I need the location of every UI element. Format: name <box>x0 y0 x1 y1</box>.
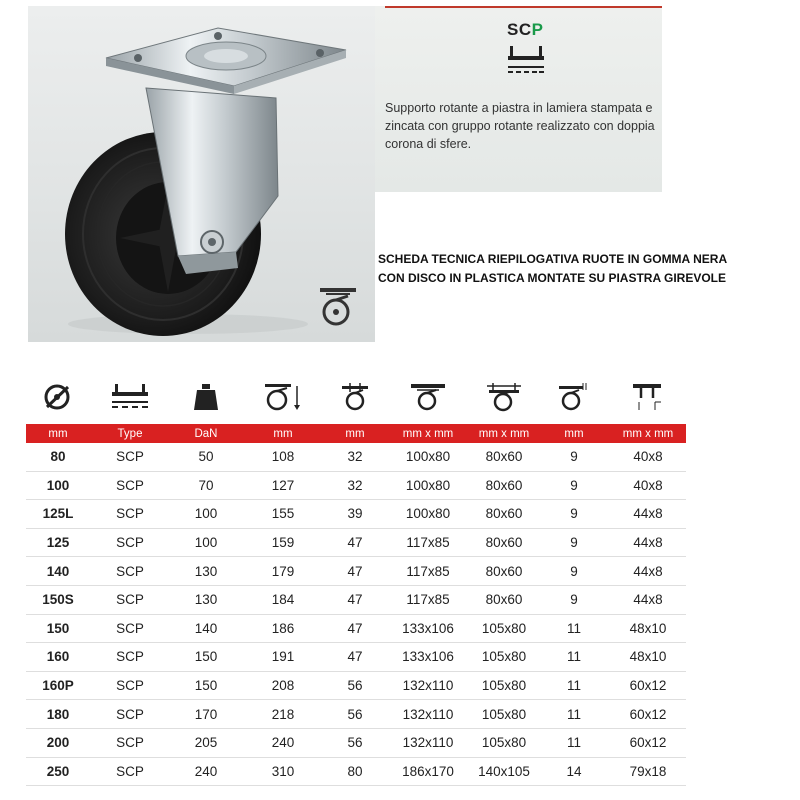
table-cell: SCP <box>90 757 170 786</box>
table-cell: 56 <box>324 700 386 729</box>
table-cell: 9 <box>538 528 610 557</box>
table-cell: 100x80 <box>386 443 470 471</box>
table-row <box>26 757 686 786</box>
table-cell: 9 <box>538 500 610 529</box>
table-cell: 14 <box>538 757 610 786</box>
offset-icon <box>610 374 686 424</box>
table-cell: 310 <box>242 757 324 786</box>
table-cell: 200 <box>26 728 90 757</box>
table-cell: 47 <box>324 557 386 586</box>
table-cell: 159 <box>242 528 324 557</box>
summary-title <box>378 250 798 288</box>
table-cell: 60x12 <box>610 671 686 700</box>
hole-spacing-icon <box>470 374 538 424</box>
table-cell: 105x80 <box>470 700 538 729</box>
table-cell: 100x80 <box>386 500 470 529</box>
table-cell: 80x60 <box>470 500 538 529</box>
table-row <box>26 728 686 757</box>
table-cell: 150 <box>26 614 90 643</box>
table-cell: 44x8 <box>610 528 686 557</box>
table-cell: 130 <box>170 557 242 586</box>
table-cell: 180 <box>26 700 90 729</box>
table-cell: 11 <box>538 700 610 729</box>
table-cell: 117x85 <box>386 585 470 614</box>
table-cell: 179 <box>242 557 324 586</box>
table-cell: 100 <box>170 500 242 529</box>
table-cell: 105x80 <box>470 728 538 757</box>
unit-header-cell: mm <box>242 424 324 443</box>
table-cell: 140 <box>26 557 90 586</box>
table-row <box>26 443 686 471</box>
table-cell: 133x106 <box>386 614 470 643</box>
table-row <box>26 585 686 614</box>
table-cell: 117x85 <box>386 557 470 586</box>
table-cell: SCP <box>90 728 170 757</box>
table-cell: 240 <box>170 757 242 786</box>
table-row <box>26 557 686 586</box>
table-cell: 133x106 <box>386 643 470 672</box>
table-cell: 140x105 <box>470 757 538 786</box>
product-code: SCP <box>507 20 544 39</box>
table-cell: 44x8 <box>610 585 686 614</box>
weight-load-icon <box>170 374 242 424</box>
table-cell: 205 <box>170 728 242 757</box>
table-cell: 80 <box>324 757 386 786</box>
card-top-line <box>385 6 662 8</box>
table-cell: 80x60 <box>470 471 538 500</box>
table-cell: 150 <box>170 671 242 700</box>
unit-header-cell: mm <box>26 424 90 443</box>
table-cell: 80x60 <box>470 528 538 557</box>
table-cell: SCP <box>90 671 170 700</box>
table-cell: 9 <box>538 557 610 586</box>
table-cell: SCP <box>90 585 170 614</box>
table-cell: 186x170 <box>386 757 470 786</box>
table-cell: 170 <box>170 700 242 729</box>
table-cell: 132x110 <box>386 671 470 700</box>
table-cell: 160P <box>26 671 90 700</box>
summary-line-1: SCHEDA TECNICA RIEPILOGATIVA RUOTE IN GOMMA NERA <box>378 252 728 266</box>
info-card <box>375 6 662 192</box>
summary-line-2: CON DISCO IN PLASTICA MONTATE SU PIASTRA GIREVOLE <box>378 271 727 285</box>
table-cell: 9 <box>538 471 610 500</box>
table-cell: 127 <box>242 471 324 500</box>
table-cell: 80x60 <box>470 443 538 471</box>
table-cell: SCP <box>90 614 170 643</box>
table-cell: 132x110 <box>386 728 470 757</box>
table-cell: 60x12 <box>610 700 686 729</box>
table-cell: 47 <box>324 614 386 643</box>
table-cell: 39 <box>324 500 386 529</box>
table-cell: 125L <box>26 500 90 529</box>
table-cell: 105x80 <box>470 643 538 672</box>
table-cell: 56 <box>324 728 386 757</box>
table-cell: 48x10 <box>610 643 686 672</box>
overall-height-icon <box>242 374 324 424</box>
table-cell: 140 <box>170 614 242 643</box>
table-cell: 186 <box>242 614 324 643</box>
table-cell: 32 <box>324 443 386 471</box>
swivel-plate-icon <box>318 286 358 328</box>
wheel-width-icon <box>324 374 386 424</box>
type-mount-icon <box>90 374 170 424</box>
table-row <box>26 471 686 500</box>
table-cell: SCP <box>90 443 170 471</box>
unit-header-cell: mm <box>538 424 610 443</box>
table-cell: 250 <box>26 757 90 786</box>
table-cell: 40x8 <box>610 471 686 500</box>
table-cell: 47 <box>324 528 386 557</box>
table-cell: 160 <box>26 643 90 672</box>
plate-mount-icon <box>506 44 546 78</box>
table-row <box>26 614 686 643</box>
unit-header-cell: mm <box>324 424 386 443</box>
plate-size-icon <box>386 374 470 424</box>
table-cell: 11 <box>538 671 610 700</box>
table-cell: 47 <box>324 585 386 614</box>
table-cell: 132x110 <box>386 700 470 729</box>
table-cell: 11 <box>538 614 610 643</box>
unit-header-cell: DaN <box>170 424 242 443</box>
table-cell: 9 <box>538 443 610 471</box>
product-description: Supporto rotante a piastra in lamiera stampata e zincata con gruppo rotante realizzato con doppia corona di sfere. <box>385 101 655 151</box>
table-cell: 44x8 <box>610 557 686 586</box>
table-cell: 105x80 <box>470 614 538 643</box>
table-cell: 108 <box>242 443 324 471</box>
table-cell: 32 <box>324 471 386 500</box>
table-cell: 44x8 <box>610 500 686 529</box>
table-cell: 191 <box>242 643 324 672</box>
table-cell: SCP <box>90 471 170 500</box>
table-row <box>26 700 686 729</box>
table-cell: 100 <box>26 471 90 500</box>
table-cell: 48x10 <box>610 614 686 643</box>
table-cell: SCP <box>90 700 170 729</box>
table-cell: 47 <box>324 643 386 672</box>
unit-header-cell: Type <box>90 424 170 443</box>
unit-header-cell: mm x mm <box>470 424 538 443</box>
table-row <box>26 671 686 700</box>
diameter-icon <box>26 374 90 424</box>
table-cell: 60x12 <box>610 728 686 757</box>
table-cell: SCP <box>90 557 170 586</box>
table-cell: 105x80 <box>470 671 538 700</box>
table-cell: 155 <box>242 500 324 529</box>
units-header-row <box>26 424 686 443</box>
table-cell: SCP <box>90 643 170 672</box>
unit-header-cell: mm x mm <box>610 424 686 443</box>
table-cell: 208 <box>242 671 324 700</box>
table-cell: 125 <box>26 528 90 557</box>
unit-header-cell: mm x mm <box>386 424 470 443</box>
table-cell: 184 <box>242 585 324 614</box>
table-cell: 80 <box>26 443 90 471</box>
table-cell: 79x18 <box>610 757 686 786</box>
table-cell: 100x80 <box>386 471 470 500</box>
table-cell: 130 <box>170 585 242 614</box>
table-cell: 80x60 <box>470 585 538 614</box>
spec-table-body <box>26 443 686 786</box>
table-row <box>26 643 686 672</box>
table-row <box>26 500 686 529</box>
table-cell: 100 <box>170 528 242 557</box>
table-cell: 117x85 <box>386 528 470 557</box>
table-cell: 11 <box>538 728 610 757</box>
table-cell: 80x60 <box>470 557 538 586</box>
table-cell: 240 <box>242 728 324 757</box>
table-cell: 150 <box>170 643 242 672</box>
table-cell: SCP <box>90 500 170 529</box>
table-cell: 218 <box>242 700 324 729</box>
spec-table <box>26 374 686 786</box>
table-cell: 50 <box>170 443 242 471</box>
table-cell: 70 <box>170 471 242 500</box>
table-cell: SCP <box>90 528 170 557</box>
table-cell: 11 <box>538 643 610 672</box>
table-cell: 150S <box>26 585 90 614</box>
table-row <box>26 528 686 557</box>
table-cell: 56 <box>324 671 386 700</box>
bolt-hole-icon <box>538 374 610 424</box>
table-cell: 40x8 <box>610 443 686 471</box>
table-cell: 9 <box>538 585 610 614</box>
icon-row <box>26 374 686 424</box>
